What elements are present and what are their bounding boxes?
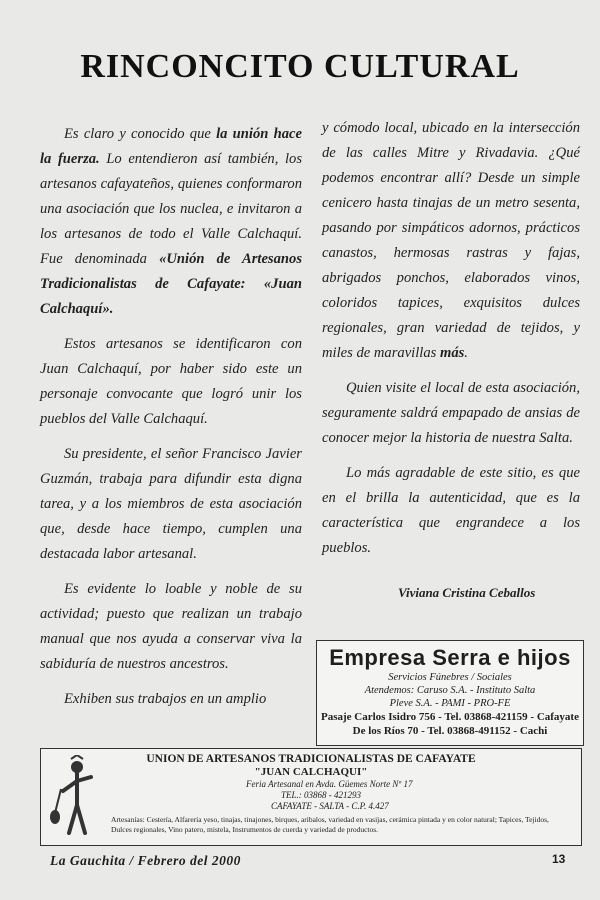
article-column-left xyxy=(40,122,302,722)
ad-serra-services: Servicios Fúnebres / Sociales xyxy=(388,672,512,683)
footer-publication: La Gauchita / Febrero del 2000 xyxy=(50,853,241,868)
article-paragraph xyxy=(40,442,302,567)
article-text-run: Es evidente lo loable y noble de su actividad; puesto que realizan un trabajo manual que nos ayuda a conservar viva la sabiduría de nuestros ancestros. xyxy=(40,581,302,672)
article-paragraph xyxy=(40,332,302,432)
article-text-run: Su presidente, el señor Francisco Javier Guzmán, trabaja para difundir esta digna tarea, y a los miembros de esta asociación que, desde hace tiempo, cumplen una destacada labor artesanal. xyxy=(40,446,302,562)
ad-serra-name: Empresa Serra e hijos xyxy=(329,645,571,670)
article-paragraph xyxy=(322,116,580,366)
ad-union-title: UNION DE ARTESANOS TRADICIONALISTAS DE CAFAYATE xyxy=(146,753,476,765)
author-signature: Viviana Cristina Ceballos xyxy=(398,585,536,600)
article-text-run: la unión hace la fuerza. xyxy=(40,126,302,167)
ad-union-subtitle: "JUAN CALCHAQUI" xyxy=(254,766,368,778)
ad-union-city: CAFAYATE - SALTA - C.P. 4.427 xyxy=(271,801,389,811)
ad-union-artesanos xyxy=(40,748,582,846)
article-text-run: Lo entendieron así también, los artesanos cafayateños, quienes conformaron una asociación que los nuclea, e invitaron a los artesanos de todo el Valle Calchaquí. Fue denominada xyxy=(40,151,303,267)
ad-union-products: Artesanías: Cestería, Alfarería yeso, tinajas, tinajones, birques, aribalos, variedad en vasijas, cerámica pintada y en color natural; Tapices, Tejidos, Dulces regionales, Vino patero, mistela, Instrumentos de cuerda y variedad de productos. xyxy=(111,815,549,834)
ad-union-phone: TEL.: 03868 - 421293 xyxy=(281,790,362,800)
article-text-run: Estos artesanos se identificaron con Juan Calchaquí, por haber sido este un personaje convocante que logró unir los pueblos del Valle Calchaquí. xyxy=(40,336,302,427)
article-column-right xyxy=(322,116,580,571)
ad-serra-insurers: Pleve S.A. - PAMI - PRO-FE xyxy=(389,698,511,709)
page-title: RINCONCITO CULTURAL xyxy=(80,48,520,85)
article-text-run: Lo más agradable de este sitio, es que en el brilla la autenticidad, que es la característica que engrandece a los pueblos. xyxy=(322,465,580,556)
ad-serra-address-cachi: De los Ríos 70 - Tel. 03868-491152 - Cachi xyxy=(352,725,548,737)
ad-union-address: Feria Artesanal en Avda. Güemes Norte Nº 17 xyxy=(246,779,413,789)
article-text-run: más xyxy=(439,345,465,361)
article-text-run: Quien visite el local de esta asociación, seguramente saldrá empapado de ansias de conocer mejor la historia de nuestra Salta. xyxy=(322,380,580,446)
article-text-run: y cómodo local, ubicado en la intersección de las calles Mitre y Rivadavia. ¿Qué podemos encontrar allí? Desde un simple cenicero hasta tinajas de un metro sesenta, pasando por simpáticos adornos, prácticos canastos, hermosas rastras y fajas, abrigados ponchos, elaborados vinos, coloridos tapices, exquisitos dulces regionales, gran variedad de tejidos, y miles de maravillas xyxy=(322,120,580,361)
article-text-run: «Unión de Artesanos Tradicionalistas de Cafayate: «Juan Calchaquí». xyxy=(40,251,303,317)
article-paragraph xyxy=(322,376,580,451)
article-paragraph xyxy=(40,687,302,712)
ad-serra-e-hijos xyxy=(316,640,584,746)
article-text-run: . xyxy=(464,345,468,361)
article-paragraph xyxy=(40,577,302,677)
page-number: 13 xyxy=(552,852,566,866)
article-paragraph xyxy=(40,122,302,322)
article-text-run: Exhiben sus trabajos en un amplio xyxy=(64,691,267,707)
ad-serra-attends: Atendemos: Caruso S.A. - Instituto Salta xyxy=(364,685,536,696)
article-text-run: Es claro y conocido que xyxy=(64,126,217,142)
article-paragraph xyxy=(322,461,580,561)
ad-serra-address-cafayate: Pasaje Carlos Isidro 756 - Tel. 03868-421159 - Cafayate xyxy=(321,711,579,723)
